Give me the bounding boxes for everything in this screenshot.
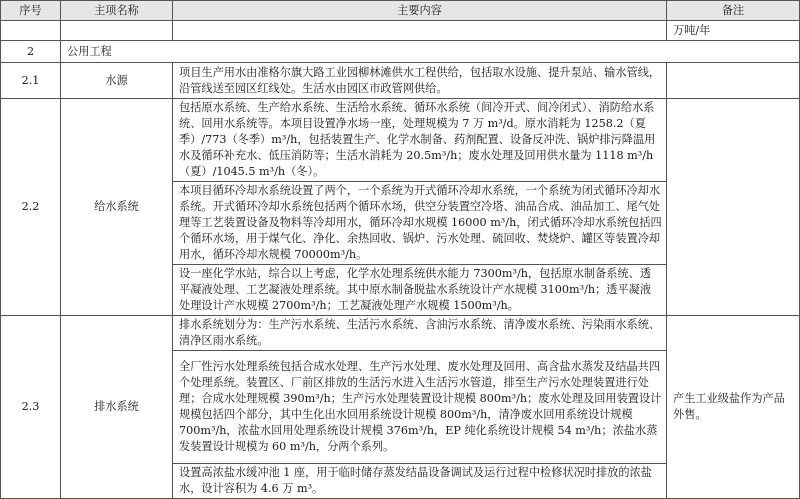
row-name: 给水系统	[61, 99, 173, 316]
table-row	[1, 316, 800, 351]
header-no: 序号	[1, 1, 61, 21]
section-no: 2	[1, 41, 61, 63]
row-note: 产生工业级盐作为产品外售。	[667, 316, 800, 499]
unit-row	[1, 21, 800, 41]
row-note	[667, 99, 800, 316]
row-no: 2.1	[1, 63, 61, 99]
header-name: 主项名称	[61, 1, 173, 21]
row-no: 2.2	[1, 99, 61, 316]
row-content-para: 全厂性污水处理系统包括合成水处理、生产污水处理、废水处理及回用、高含盐水蒸发及结晶共四个处理系统。装置区、厂前区排放的生活污水进入生活污水管道，排至生产污水处理装置进行处理；合成水处理规模 390m³/h；生产污水处理装置设计规模 800m³/h；废水处理及回用装置设计规模包括四个部分，其中生化出水回用系统设计规模 800m³/h，清净废水回用系统设计规模 700m³/h，浓盐水回用处理系统设计规模 376m³/h，EP 纯化系统设计规模 54 m³/h；浓盐水蒸发装置设计规模为 60 m³/h，分两个系列。	[173, 351, 667, 464]
header-content: 主要内容	[173, 1, 667, 21]
row-name: 水源	[61, 63, 173, 99]
row-content: 项目生产用水由准格尔旗大路工业园柳林滩供水工程供给，包括取水设施、提升泵站、输水管线，沿管线送至园区红线处。生活水由园区市政管网供给。	[173, 63, 667, 99]
row-content-para: 包括原水系统、生产给水系统、生活给水系统、循环水系统（间冷开式、间冷闭式）、消防给水系统、回用水系统等。本项目设置净水场一座，处理规模为 7 万 m³/d。原水消耗为 1258.2（夏季）/773（冬季）m³/h，包括装置生产、化学水制备、药剂配置、设备反冲洗、锅炉排污降温用水及循环补充水、低压消防等；生活水消耗为 20.5m³/h；废水处理及回用供水量为 1118 m³/h（夏）/1045.5 m³/h（冬）。	[173, 99, 667, 182]
row-name: 排水系统	[61, 316, 173, 499]
unit-note: 万吨/年	[667, 21, 800, 41]
table-row	[1, 99, 800, 182]
row-no: 2.3	[1, 316, 61, 499]
row-content-para: 设置高浓盐水缓冲池 1 座，用于临时储存蒸发结晶设备调试及运行过程中检修状况时排放的浓盐水，设计容积为 4.6 万 m³。	[173, 464, 667, 499]
row-note	[667, 63, 800, 99]
row-content-para: 设一座化学水站，综合以上考虑，化学水处理系统供水能力 7300m³/h，包括原水制备系统、透平凝液处理、工艺凝液处理系统。其中原水制备脱盐水系统设计产水规模 3100m³/h；透平凝液处理设计产水规模 2700m³/h；工艺凝液处理产水规模 1500m³/h。	[173, 265, 667, 316]
section-name: 公用工程	[61, 41, 800, 63]
table-row	[1, 63, 800, 99]
row-content-para: 本项目循环冷却水系统设置了两个，一个系统为开式循环冷却水系统，一个系统为闭式循环冷却水系统。开式循环冷却水系统包括两个循环水场，供空分装置空冷塔、油品合成、油品加工、尾气处理等工艺装置设备及物料等冷却用水，循环冷却水规模 16000 m³/h，闭式循环冷却水系统包括四个循环水场，用于煤气化、净化、余热回收、锅炉、污水处理、硫回收、焚烧炉、罐区等装置冷却用水，循环冷却水规模 70000m³/h。	[173, 182, 667, 265]
section-row	[1, 41, 800, 63]
header-note: 备注	[667, 1, 800, 21]
row-content-para: 排水系统划分为：生产污水系统、生活污水系统、含油污水系统、清净废水系统、污染雨水系统、清净区雨水系统。	[173, 316, 667, 351]
header-row	[1, 1, 800, 21]
